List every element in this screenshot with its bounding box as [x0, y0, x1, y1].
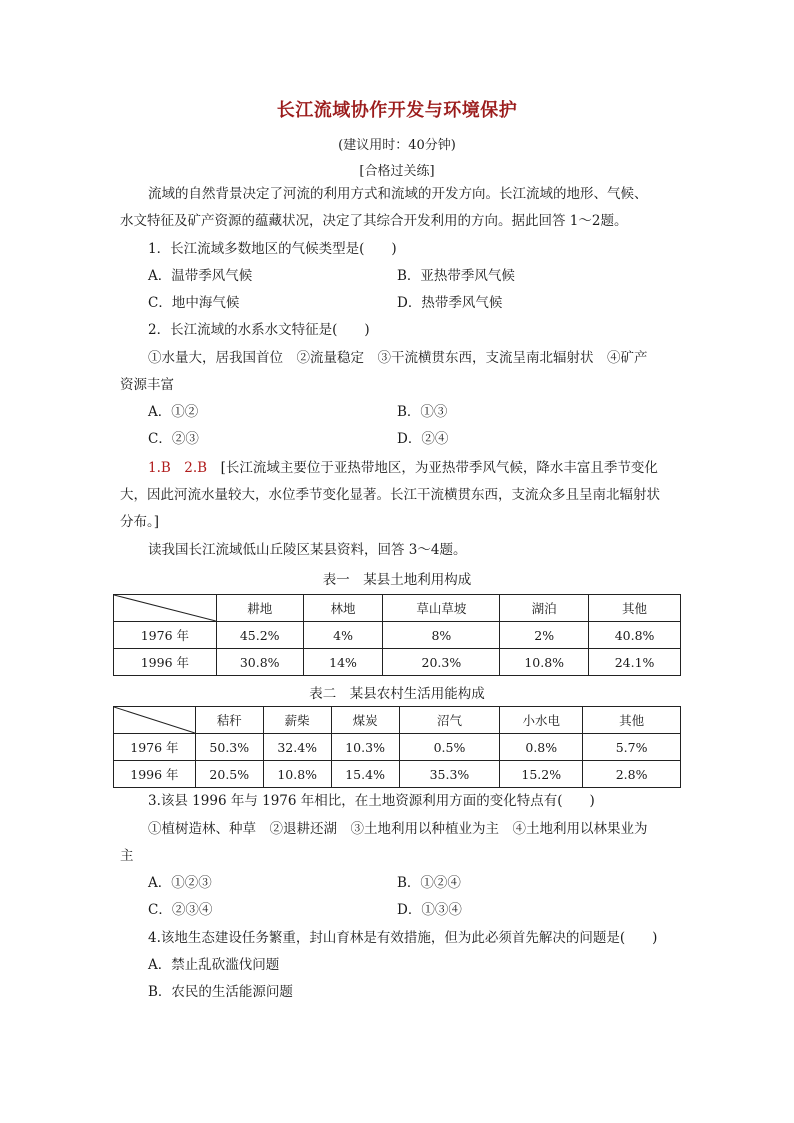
table1-cell: 24.1%	[589, 649, 681, 676]
table1-cell: 40.8%	[589, 622, 681, 649]
table1-cell: 14%	[303, 649, 383, 676]
answer-1-2-line-2: 大，因此河流水量较大，水位季节变化显著。长江干流横贯东西，支流众多且呈南北辐射状	[120, 487, 660, 503]
q3-option-d[interactable]: D．①③④	[397, 902, 462, 918]
answer-key: 1.B 2.B	[148, 460, 208, 476]
q3-items-cont: 主	[120, 848, 134, 864]
q1-option-c[interactable]: C．地中海气候	[148, 295, 240, 311]
table2-cell: 32.4%	[263, 734, 331, 761]
table1-corner-cell	[114, 595, 217, 622]
q4-option-b[interactable]: B．农民的生活能源问题	[148, 984, 293, 1000]
table2-header: 秸秆	[195, 707, 263, 734]
table1-cell: 2%	[500, 622, 589, 649]
q2-items: ①水量大，居我国首位 ②流量稳定 ③干流横贯东西，支流呈南北辐射状 ④矿产	[148, 350, 648, 366]
table2-cell: 2.8%	[583, 761, 681, 788]
table-row	[114, 622, 681, 649]
table2-cell: 0.5%	[399, 734, 500, 761]
table1-cell: 20.3%	[383, 649, 500, 676]
table2-cell: 10.3%	[331, 734, 399, 761]
table1-cell: 10.8%	[500, 649, 589, 676]
q3-option-a[interactable]: A．①②③	[148, 875, 212, 891]
q3-items: ①植树造林、种草 ②退耕还湖 ③土地利用以种植业为主 ④土地利用以林果业为	[148, 821, 648, 837]
table1-cell: 4%	[303, 622, 383, 649]
q1-option-b[interactable]: B．亚热带季风气候	[397, 268, 515, 284]
answer-1-2-line-3: 分布。]	[120, 514, 160, 530]
intro-line-1: 流域的自然背景决定了河流的利用方式和流域的开发方向。长江流域的地形、气候、	[148, 186, 648, 202]
table2-cell: 0.8%	[500, 734, 583, 761]
table1-cell: 8%	[383, 622, 500, 649]
answer-1-2-line-1	[148, 459, 658, 477]
table2-header: 沼气	[399, 707, 500, 734]
table-row	[114, 734, 681, 761]
intro-q3-4: 读我国长江流域低山丘陵区某县资料，回答 3～4题。	[148, 542, 467, 558]
q3-option-b[interactable]: B．①②④	[397, 875, 461, 891]
table2-cell: 15.2%	[500, 761, 583, 788]
q1-option-d[interactable]: D．热带季风气候	[397, 295, 503, 311]
q1-stem: 1．长江流域多数地区的气候类型是( )	[148, 241, 397, 257]
table2-year: 1996 年	[114, 761, 196, 788]
q3-option-c[interactable]: C．②③④	[148, 902, 213, 918]
q2-option-d[interactable]: D．②④	[397, 431, 449, 447]
table-row	[114, 649, 681, 676]
table2-caption: 表二 某县农村生活用能构成	[309, 686, 485, 702]
table1-header: 林地	[303, 595, 383, 622]
table1-header: 草山草坡	[383, 595, 500, 622]
q2-stem: 2．长江流域的水系水文特征是( )	[148, 322, 370, 338]
q1-option-a[interactable]: A．温带季风气候	[148, 268, 253, 284]
answer-explanation: [长江流域主要位于亚热带地区，为亚热带季风气候，降水丰富且季节变化	[207, 460, 658, 476]
table2-header: 小水电	[500, 707, 583, 734]
table2-cell: 20.5%	[195, 761, 263, 788]
q2-items-cont: 资源丰富	[120, 377, 174, 393]
table2-cell: 35.3%	[399, 761, 500, 788]
q4-stem: 4.该地生态建设任务繁重，封山育林是有效措施，但为此必须首先解决的问题是( )	[148, 930, 658, 946]
table1-header: 湖泊	[500, 595, 589, 622]
table-row	[114, 761, 681, 788]
table1-header: 耕地	[216, 595, 303, 622]
table2-cell: 5.7%	[583, 734, 681, 761]
table2-header: 薪柴	[263, 707, 331, 734]
q2-option-b[interactable]: B．①③	[397, 404, 448, 420]
table2-header: 其他	[583, 707, 681, 734]
table2-cell: 10.8%	[263, 761, 331, 788]
table2-corner-cell	[114, 707, 196, 734]
table2-cell: 50.3%	[195, 734, 263, 761]
table2-cell: 15.4%	[331, 761, 399, 788]
table1-cell: 30.8%	[216, 649, 303, 676]
table2	[113, 706, 681, 788]
table1-cell: 45.2%	[216, 622, 303, 649]
section-label: [合格过关练]	[359, 164, 435, 179]
q4-option-a[interactable]: A．禁止乱砍滥伐问题	[148, 957, 280, 973]
table1-year: 1996 年	[114, 649, 217, 676]
page-title: 长江流域协作开发与环境保护	[276, 100, 518, 121]
q2-option-c[interactable]: C．②③	[148, 431, 199, 447]
table2-year: 1976 年	[114, 734, 196, 761]
table2-header: 煤炭	[331, 707, 399, 734]
table1-year: 1976 年	[114, 622, 217, 649]
time-hint: (建议用时：40分钟)	[338, 138, 456, 153]
intro-line-2: 水文特征及矿产资源的蕴藏状况，决定了其综合开发利用的方向。据此回答 1～2题。	[120, 213, 628, 229]
q3-stem: 3.该县 1996 年与 1976 年相比，在土地资源利用方面的变化特点有( )	[148, 793, 595, 809]
table1-caption: 表一 某县土地利用构成	[322, 572, 472, 588]
table1-header: 其他	[589, 595, 681, 622]
q2-option-a[interactable]: A．①②	[148, 404, 199, 420]
table1	[113, 594, 681, 676]
